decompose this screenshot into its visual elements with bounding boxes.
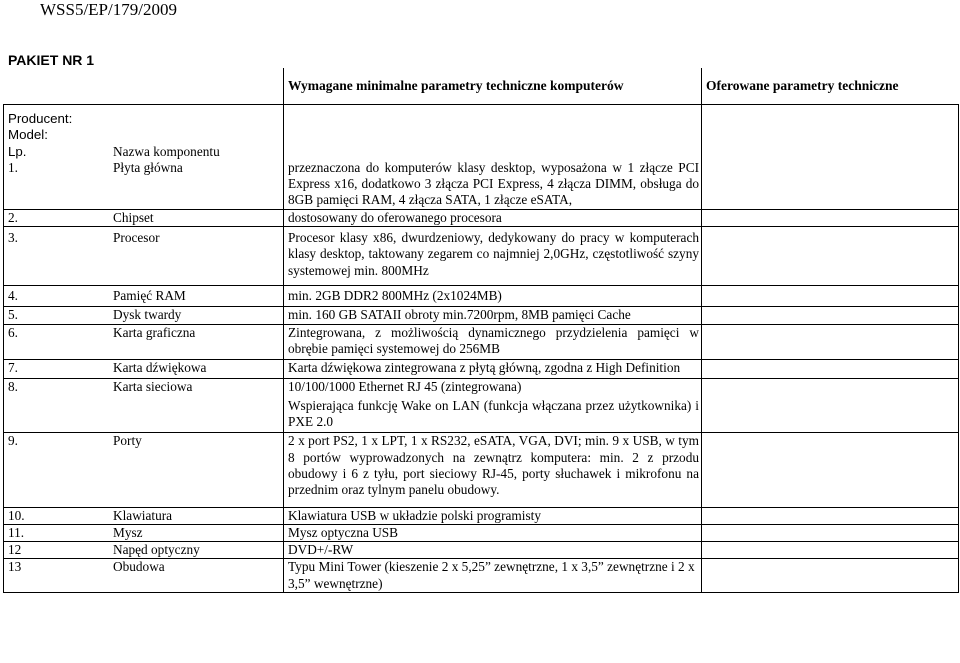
offered-value [702, 360, 959, 379]
offered-value [702, 307, 959, 324]
component-requirement: 10/100/1000 Ethernet RJ 45 (zintegrowana) [288, 379, 522, 395]
row-number: 10. [8, 507, 25, 523]
offered-value [702, 285, 959, 306]
component-name: Porty [113, 433, 142, 449]
component-requirement-extra: Wspierająca funkcję Wake on LAN (funkcja włączana przez użytkownika) i PXE 2.0 [288, 397, 699, 430]
component-name: Dysk twardy [113, 307, 182, 323]
offered-value [702, 507, 959, 524]
model-label: Model: [4, 127, 284, 143]
component-requirement: Zintegrowana, z możliwością dynamicznego przydzielenia pamięci w obrębie pamięci systemowej do 256MB [284, 324, 702, 360]
table-row [4, 524, 959, 541]
offered-value [702, 433, 959, 507]
row-number: 2. [8, 209, 18, 225]
column-label-row [4, 144, 959, 160]
offered-value [702, 524, 959, 541]
table-row [4, 360, 959, 379]
component-name: Napęd optyczny [113, 542, 200, 558]
table-row [4, 559, 959, 593]
row-number: 7. [8, 360, 18, 376]
col-required: Wymagane minimalne parametry techniczne komputerów [284, 68, 702, 105]
row-number: 5. [8, 307, 18, 323]
component-requirement: Karta dźwiękowa zintegrowana z płytą główną, zgodna z High Definition [284, 360, 702, 379]
model-row [4, 127, 959, 143]
table-row [4, 379, 959, 433]
component-requirement: Typu Mini Tower (kieszenie 2 x 5,25” zewnętrzne, 1 x 3,5” zewnętrzne i 2 x 3,5” wewnętrzne) [284, 559, 702, 593]
document-reference: WSS5/EP/179/2009 [40, 0, 177, 19]
component-requirement: przeznaczona do komputerów klasy desktop, wyposażona w 1 złącze PCI Express x16, dodatkowo 3 złącza PCI Express, 4 złącza DIMM, obsługa do 8GB pamięci RAM, 4 złącza SATA, 1 złącze eSATA, [284, 160, 702, 209]
component-requirement: 2 x port PS2, 1 x LPT, 1 x RS232, eSATA, VGA, DVI; min. 9 x USB, w tym 8 portów wyprowadzonych na zewnątrz komputera: min. 2 z przodu obudowy i 6 z tyłu, port sieciowy RJ-45, porty słuchawek i mikrofonu na przednim oraz tylnym panelu obudowy. [284, 433, 702, 507]
table-row [4, 285, 959, 306]
row-number: 3. [8, 230, 18, 246]
component-name: Obudowa [113, 559, 165, 575]
offered-value [702, 379, 959, 433]
table-row [4, 227, 959, 286]
package-title: PAKIET NR 1 [8, 52, 95, 68]
component-name: Pamięć RAM [113, 287, 186, 303]
component-requirement: min. 2GB DDR2 800MHz (2x1024MB) [284, 285, 702, 306]
lp-label: Lp. [8, 143, 27, 159]
component-requirement: Klawiatura USB w układzie polski programisty [284, 507, 702, 524]
producer-label: Producent: [4, 105, 284, 128]
producer-row [4, 105, 959, 128]
offered-value [702, 559, 959, 593]
component-name: Klawiatura [113, 507, 173, 523]
table-row [4, 160, 959, 209]
table-row [4, 433, 959, 507]
component-name: Karta graficzna [113, 324, 196, 340]
offered-value [702, 227, 959, 286]
offered-value [702, 542, 959, 559]
table-row [4, 324, 959, 360]
row-number: 12 [8, 542, 22, 558]
row-number: 4. [8, 287, 18, 303]
spec-table [3, 68, 959, 593]
row-number: 9. [8, 433, 18, 449]
header-row [4, 68, 959, 105]
row-number: 8. [8, 379, 18, 395]
table-row [4, 307, 959, 324]
component-name: Płyta główna [113, 159, 183, 175]
table-row [4, 209, 959, 226]
row-number: 6. [8, 324, 18, 340]
row-number: 11. [8, 524, 25, 540]
component-requirement: min. 160 GB SATAII obroty min.7200rpm, 8MB pamięci Cache [284, 307, 702, 324]
component-requirement: Procesor klasy x86, dwurdzeniowy, dedykowany do pracy w komputerach klasy desktop, taktowany zegarem co najmniej 2,0GHz, częstotliwość szyny systemowej min. 800MHz [284, 227, 702, 286]
component-name: Mysz [113, 524, 143, 540]
component-name: Karta dźwiękowa [113, 360, 207, 376]
component-name: Procesor [113, 230, 160, 246]
component-label: Nazwa komponentu [113, 143, 220, 159]
col-offered: Oferowane parametry techniczne [706, 77, 899, 93]
table-row [4, 542, 959, 559]
component-name: Karta sieciowa [113, 379, 193, 395]
row-number: 1. [8, 159, 18, 175]
component-requirement: Mysz optyczna USB [284, 524, 702, 541]
row-number: 13 [8, 559, 22, 575]
offered-value [702, 160, 959, 209]
offered-value [702, 324, 959, 360]
offered-value [702, 209, 959, 226]
component-requirement: DVD+/-RW [284, 542, 702, 559]
component-requirement: dostosowany do oferowanego procesora [284, 209, 702, 226]
component-name: Chipset [113, 209, 154, 225]
table-row [4, 507, 959, 524]
